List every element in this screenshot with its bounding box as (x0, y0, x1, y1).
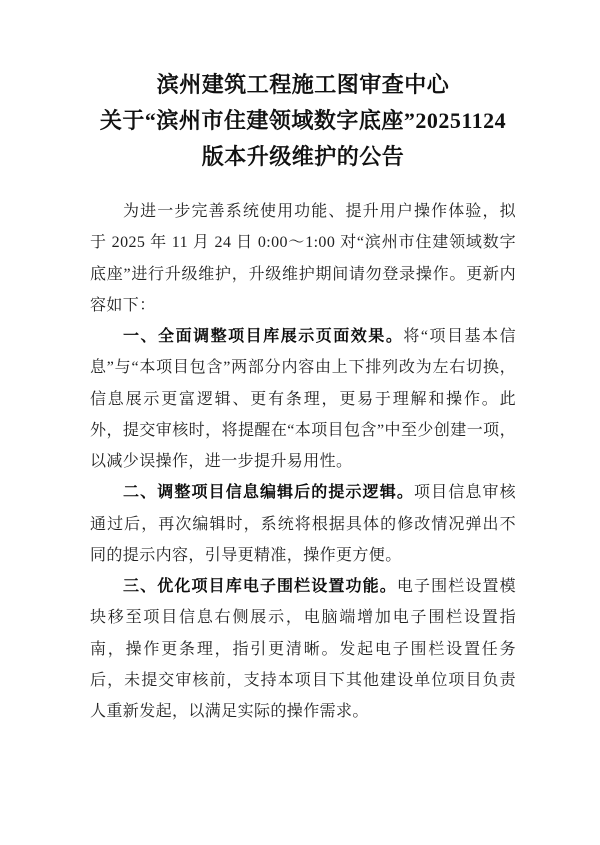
title-line-3: 版本升级维护的公告 (201, 144, 405, 169)
section-1-heading: 一、全面调整项目库展示页面效果。 (123, 328, 404, 345)
intro-paragraph-text: 为进一步完善系统使用功能、提升用户操作体验，拟于 2025 年 11 月 24 日 0:00～1:00 对“滨州市住建领域数字底座”进行升级维护，升级维护期间请勿登录操作。更新内容如下： (90, 203, 516, 314)
title-line-1: 滨州建筑工程施工图审查中心 (156, 72, 450, 97)
document-body (90, 196, 516, 727)
intro-paragraph (90, 196, 516, 321)
section-2-text: 项目信息审核通过后，再次编辑时，系统将根据具体的修改情况弹出不同的提示内容，引导更精准，操作更方便。 (90, 484, 516, 564)
section-3-paragraph (90, 571, 516, 727)
section-3-heading: 三、优化项目库电子围栏设置功能。 (123, 578, 397, 595)
section-2-heading: 二、调整项目信息编辑后的提示逻辑。 (123, 484, 414, 502)
section-1-text: 将“项目基本信息”与“本项目包含”两部分内容由上下排列改为左右切换，信息展示更富逻辑、更有条理，更易于理解和操作。此外，提交审核时，将提醒在“本项目包含”中至少创建一项，以减少误操作，进一步提升易用性。 (90, 328, 516, 470)
title-line-2: 关于“滨州市住建领域数字底座”20251124 (99, 108, 507, 133)
section-3-text: 电子围栏设置模块移至项目信息右侧展示，电脑端增加电子围栏设置指南，操作更条理，指引更清晰。发起电子围栏设置任务后，未提交审核前，支持本项目下其他建设单位项目负责人重新发起，以满足实际的操作需求。 (90, 578, 516, 720)
document-title (90, 67, 516, 175)
section-1-paragraph (90, 321, 516, 477)
section-2-paragraph (90, 477, 516, 571)
